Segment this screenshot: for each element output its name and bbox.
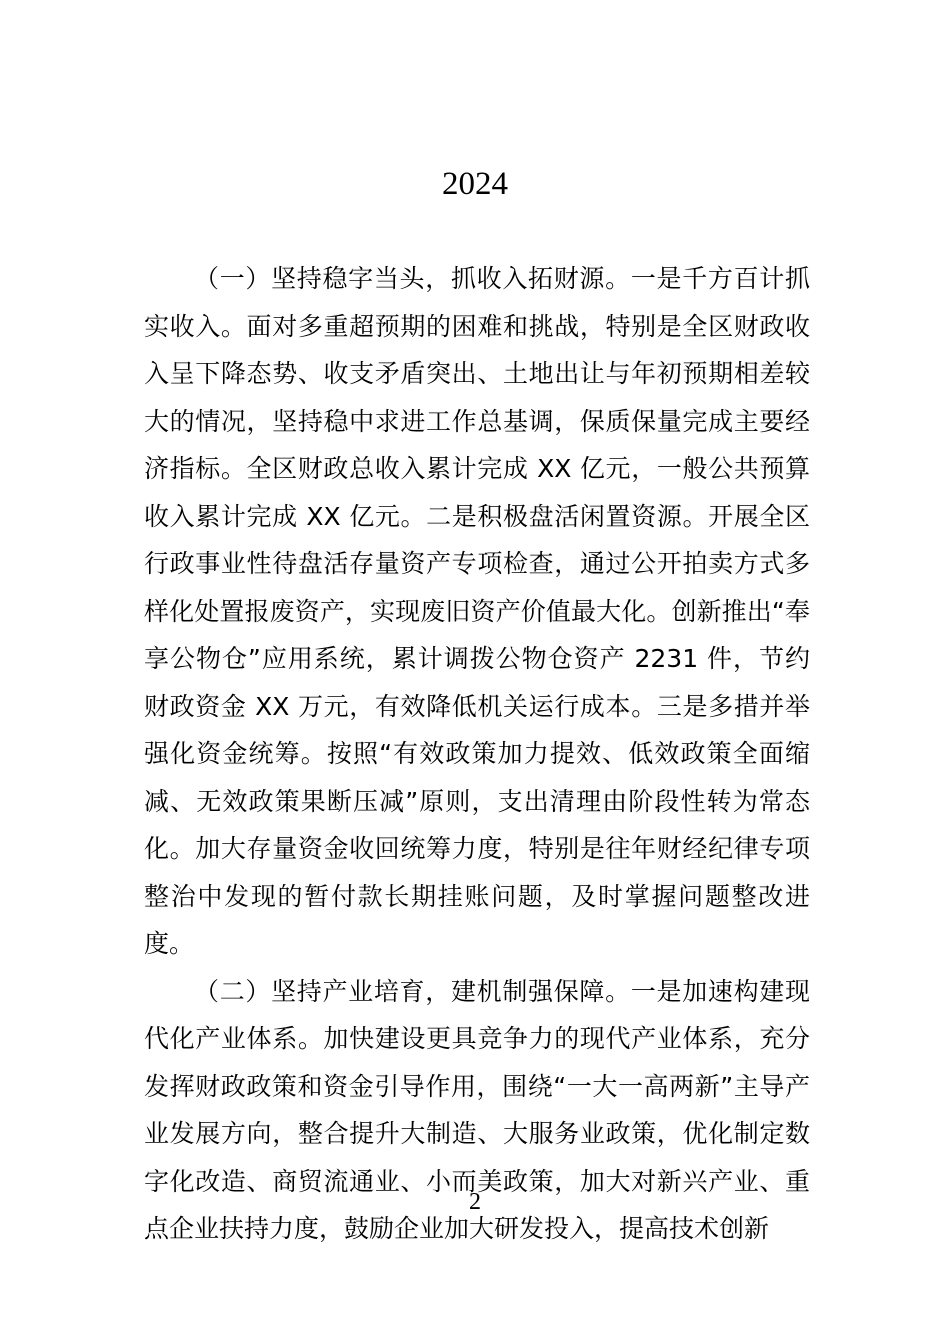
page-number: 2 (469, 1189, 481, 1215)
document-body (144, 255, 810, 1253)
paragraph-1: （一）坚持稳字当头，抓收入拓财源。一是千方百计抓实收入。面对多重超预期的困难和挑战，特别是全区财政收入呈下降态势、收支矛盾突出、土地出让与年初预期相差较大的情况，坚持稳中求进工作总基调，保质保量完成主要经济指标。全区财政总收入累计完成 XX 亿元，一般公共预算收入累计完成 XX 亿元。二是积极盘活闲置资源。开展全区行政事业性待盘活存量资产专项检查，通过公开拍卖方式多样化处置报废资产，实现废旧资产价值最大化。创新推出“奉享公物仓”应用系统，累计调拨公物仓资产 2231 件，节约财政资金 XX 万元，有效降低机关运行成本。三是多措并举强化资金统筹。按照“有效政策加力提效、低效政策全面缩减、无效政策果断压减”原则，支出清理由阶段性转为常态化。加大存量资金收回统筹力度，特别是往年财经纪律专项整治中发现的暂付款长期挂账问题，及时掌握问题整改进度。 (144, 264, 810, 958)
document-title: 2024 (442, 166, 508, 202)
paragraph-2: （二）坚持产业培育，建机制强保障。一是加速构建现代化产业体系。加快建设更具竞争力的现代产业体系，充分发挥财政政策和资金引导作用，围绕“一大一高两新”主导产业发展方向，整合提升大制造、大服务业政策，优化制定数字化改造、商贸流通业、小而美政策，加大对新兴产业、重点企业扶持力度，鼓励企业加大研发投入，提高技术创新 (144, 976, 810, 1243)
